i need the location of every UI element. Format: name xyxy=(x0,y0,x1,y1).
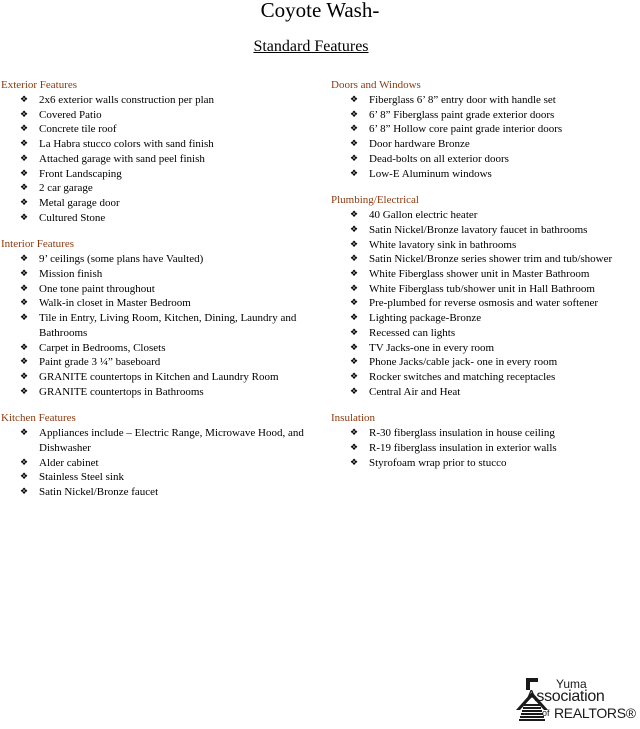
list-item xyxy=(331,252,631,267)
list-item-text: Fiberglass 6’ 8” entry door with handle set xyxy=(369,94,556,106)
list-item-text: Mission finish xyxy=(39,268,103,281)
feature-list xyxy=(1,426,306,500)
logo-line-association: Association xyxy=(526,688,605,705)
list-item xyxy=(1,122,306,137)
list-item-text: White Fiberglass shower unit in Master Bathroom xyxy=(369,268,590,281)
feature-list xyxy=(331,426,631,470)
section-heading: Doors and Windows xyxy=(331,79,421,91)
diamond-bullet-icon: ❖ xyxy=(350,283,359,294)
diamond-bullet-icon: ❖ xyxy=(20,371,29,382)
diamond-bullet-icon: ❖ xyxy=(350,153,359,164)
list-item xyxy=(1,137,306,152)
diamond-bullet-icon: ❖ xyxy=(350,210,359,221)
list-item xyxy=(1,385,306,400)
diamond-bullet-icon: ❖ xyxy=(20,457,29,468)
section-heading: Exterior Features xyxy=(1,79,78,91)
list-item-text: 9’ ceilings (some plans have Vaulted) xyxy=(39,253,204,266)
list-item-text: Covered Patio xyxy=(39,108,102,121)
diamond-bullet-icon: ❖ xyxy=(350,386,359,397)
list-item xyxy=(1,167,306,182)
diamond-bullet-icon: ❖ xyxy=(350,298,359,309)
diamond-bullet-icon: ❖ xyxy=(350,357,359,368)
list-item-text: Attached garage with sand peel finish xyxy=(39,152,205,165)
list-item xyxy=(1,470,306,485)
list-item-text: Satin Nickel/Bronze faucet xyxy=(39,486,159,499)
list-item-text: Lighting package-Bronze xyxy=(369,312,482,325)
list-item-text: Door hardware Bronze xyxy=(369,138,470,151)
diamond-bullet-icon: ❖ xyxy=(20,487,29,498)
list-item xyxy=(331,137,631,152)
diamond-bullet-icon: ❖ xyxy=(20,386,29,397)
list-item xyxy=(331,167,631,182)
list-item-text: Satin Nickel/Bronze lavatory faucet in bathrooms xyxy=(369,223,588,236)
list-item xyxy=(1,355,306,370)
list-item xyxy=(1,267,306,282)
logo-line-yuma: Yuma xyxy=(556,677,587,691)
diamond-bullet-icon: ❖ xyxy=(20,357,29,368)
list-item xyxy=(331,267,631,282)
list-item-text: GRANITE countertops in Kitchen and Laundry Room xyxy=(39,370,279,383)
diamond-bullet-icon: ❖ xyxy=(20,124,29,135)
list-item xyxy=(331,341,631,356)
list-item-text: Stainless Steel sink xyxy=(39,471,124,484)
list-item xyxy=(1,341,306,356)
list-item xyxy=(331,238,631,253)
diamond-bullet-icon: ❖ xyxy=(350,95,359,105)
yuma-association-logo xyxy=(512,674,640,729)
list-item-text: 2x6 exterior walls construction per plan xyxy=(39,94,215,106)
list-item xyxy=(331,122,631,137)
diamond-bullet-icon: ❖ xyxy=(350,224,359,235)
diamond-bullet-icon: ❖ xyxy=(350,269,359,280)
logo-line-realtors: REALTORS® xyxy=(554,705,636,721)
list-item-text: TV Jacks-one in every room xyxy=(369,341,495,354)
diamond-bullet-icon: ❖ xyxy=(350,124,359,135)
section-plumbing-electrical xyxy=(331,193,631,399)
diamond-bullet-icon: ❖ xyxy=(350,342,359,353)
section-insulation xyxy=(331,411,631,470)
diamond-bullet-icon: ❖ xyxy=(350,443,359,454)
list-item xyxy=(1,370,306,385)
diamond-bullet-icon: ❖ xyxy=(20,342,29,353)
diamond-bullet-icon: ❖ xyxy=(350,239,359,250)
right-column xyxy=(331,78,631,482)
section-interior-features xyxy=(1,237,306,399)
section-heading: Kitchen Features xyxy=(1,412,76,425)
diamond-bullet-icon: ❖ xyxy=(20,298,29,309)
list-item-text: Phone Jacks/cable jack- one in every room xyxy=(369,356,558,369)
diamond-bullet-icon: ❖ xyxy=(350,168,359,179)
list-item-text: White lavatory sink in bathrooms xyxy=(369,238,517,251)
diamond-bullet-icon: ❖ xyxy=(350,428,359,439)
left-column xyxy=(1,78,306,512)
diamond-bullet-icon: ❖ xyxy=(20,212,29,223)
list-item xyxy=(1,311,306,340)
section-heading: Interior Features xyxy=(1,238,74,251)
diamond-bullet-icon: ❖ xyxy=(20,313,29,324)
list-item xyxy=(331,441,631,456)
diamond-bullet-icon: ❖ xyxy=(350,109,359,120)
section-heading: Insulation xyxy=(331,412,375,425)
list-item-text: Pre-plumbed for reverse osmosis and water softener xyxy=(369,297,599,310)
diamond-bullet-icon: ❖ xyxy=(350,139,359,150)
feature-list xyxy=(1,252,306,399)
diamond-bullet-icon: ❖ xyxy=(20,428,29,439)
list-item xyxy=(1,252,306,267)
diamond-bullet-icon: ❖ xyxy=(20,168,29,179)
list-item-text: Satin Nickel/Bronze series shower trim and tub/shower xyxy=(369,253,613,266)
list-item xyxy=(331,223,631,238)
list-item-text: One tone paint throughout xyxy=(39,282,155,295)
list-item xyxy=(1,485,306,500)
list-item-text: Cultured Stone xyxy=(39,211,106,224)
list-item xyxy=(331,282,631,297)
list-item-text: Central Air and Heat xyxy=(369,385,461,398)
list-item-text: Rocker switches and matching receptacles xyxy=(369,370,556,383)
section-heading: Plumbing/Electrical xyxy=(331,194,419,207)
list-item-text: 2 car garage xyxy=(39,182,93,195)
page-subtitle: Standard Features xyxy=(253,38,369,55)
list-item xyxy=(331,426,631,441)
logo-line-of: of xyxy=(542,708,550,718)
list-item-text: Low-E Aluminum windows xyxy=(369,167,492,180)
list-item xyxy=(331,108,631,123)
diamond-bullet-icon: ❖ xyxy=(350,371,359,382)
list-item-text: Paint grade 3 ¼” baseboard xyxy=(39,356,161,369)
list-item xyxy=(331,152,631,167)
list-item xyxy=(1,211,306,226)
feature-list xyxy=(331,208,631,399)
list-item xyxy=(331,355,631,370)
diamond-bullet-icon: ❖ xyxy=(20,472,29,483)
list-item xyxy=(331,311,631,326)
list-item-text: Concrete tile roof xyxy=(39,123,117,136)
diamond-bullet-icon: ❖ xyxy=(350,457,359,468)
list-item xyxy=(1,93,306,108)
diamond-bullet-icon: ❖ xyxy=(20,139,29,150)
diamond-bullet-icon: ❖ xyxy=(350,313,359,324)
list-item-text: Styrofoam wrap prior to stucco xyxy=(369,456,507,469)
list-item-text: 40 Gallon electric heater xyxy=(369,209,478,222)
list-item-text: Recessed can lights xyxy=(369,326,456,339)
list-item xyxy=(1,296,306,311)
list-item xyxy=(1,282,306,297)
feature-list xyxy=(331,93,631,181)
list-item-text: Metal garage door xyxy=(39,196,120,209)
list-item xyxy=(331,93,631,108)
section-doors-and-windows xyxy=(331,78,631,181)
diamond-bullet-icon: ❖ xyxy=(350,254,359,265)
diamond-bullet-icon: ❖ xyxy=(20,95,29,105)
diamond-bullet-icon: ❖ xyxy=(20,197,29,208)
list-item-text: Alder cabinet xyxy=(39,456,99,469)
list-item-text: R-30 fiberglass insulation in house ceiling xyxy=(369,427,555,440)
section-exterior-features xyxy=(1,78,306,225)
list-item-text: 6’ 8” Hollow core paint grade interior doors xyxy=(369,123,563,136)
list-item xyxy=(331,370,631,385)
section-kitchen-features xyxy=(1,411,306,500)
diamond-bullet-icon: ❖ xyxy=(20,153,29,164)
list-item-text: GRANITE countertops in Bathrooms xyxy=(39,385,204,398)
list-item xyxy=(331,456,631,471)
list-item xyxy=(331,208,631,223)
list-item xyxy=(1,152,306,167)
diamond-bullet-icon: ❖ xyxy=(20,269,29,280)
list-item xyxy=(1,181,306,196)
list-item-text: R-19 fiberglass insulation in exterior walls xyxy=(369,442,557,455)
page-title: Coyote Wash- xyxy=(260,0,380,22)
list-item xyxy=(1,108,306,123)
list-item-text: Carpet in Bedrooms, Closets xyxy=(39,341,166,354)
list-item-text: Dead-bolts on all exterior doors xyxy=(369,152,509,165)
diamond-bullet-icon: ❖ xyxy=(350,327,359,338)
list-item-text: White Fiberglass tub/shower unit in Hall Bathroom xyxy=(369,282,595,295)
diamond-bullet-icon: ❖ xyxy=(20,109,29,120)
list-item xyxy=(1,456,306,471)
list-item-text: Walk-in closet in Master Bedroom xyxy=(39,297,191,310)
diamond-bullet-icon: ❖ xyxy=(20,283,29,294)
list-item xyxy=(331,296,631,311)
list-item xyxy=(331,385,631,400)
list-item xyxy=(1,196,306,211)
list-item-text: Front Landscaping xyxy=(39,167,122,180)
list-item-text: La Habra stucco colors with sand finish xyxy=(39,138,214,151)
feature-list xyxy=(1,93,306,225)
list-item xyxy=(331,326,631,341)
diamond-bullet-icon: ❖ xyxy=(20,254,29,265)
list-item xyxy=(1,426,306,455)
list-item-text: Tile in Entry, Living Room, Kitchen, Dining, Laundry and Bathrooms xyxy=(39,312,297,339)
diamond-bullet-icon: ❖ xyxy=(20,183,29,194)
list-item-text: Appliances include – Electric Range, Microwave Hood, and Dishwasher xyxy=(39,427,304,455)
list-item-text: 6’ 8” Fiberglass paint grade exterior doors xyxy=(369,108,555,121)
